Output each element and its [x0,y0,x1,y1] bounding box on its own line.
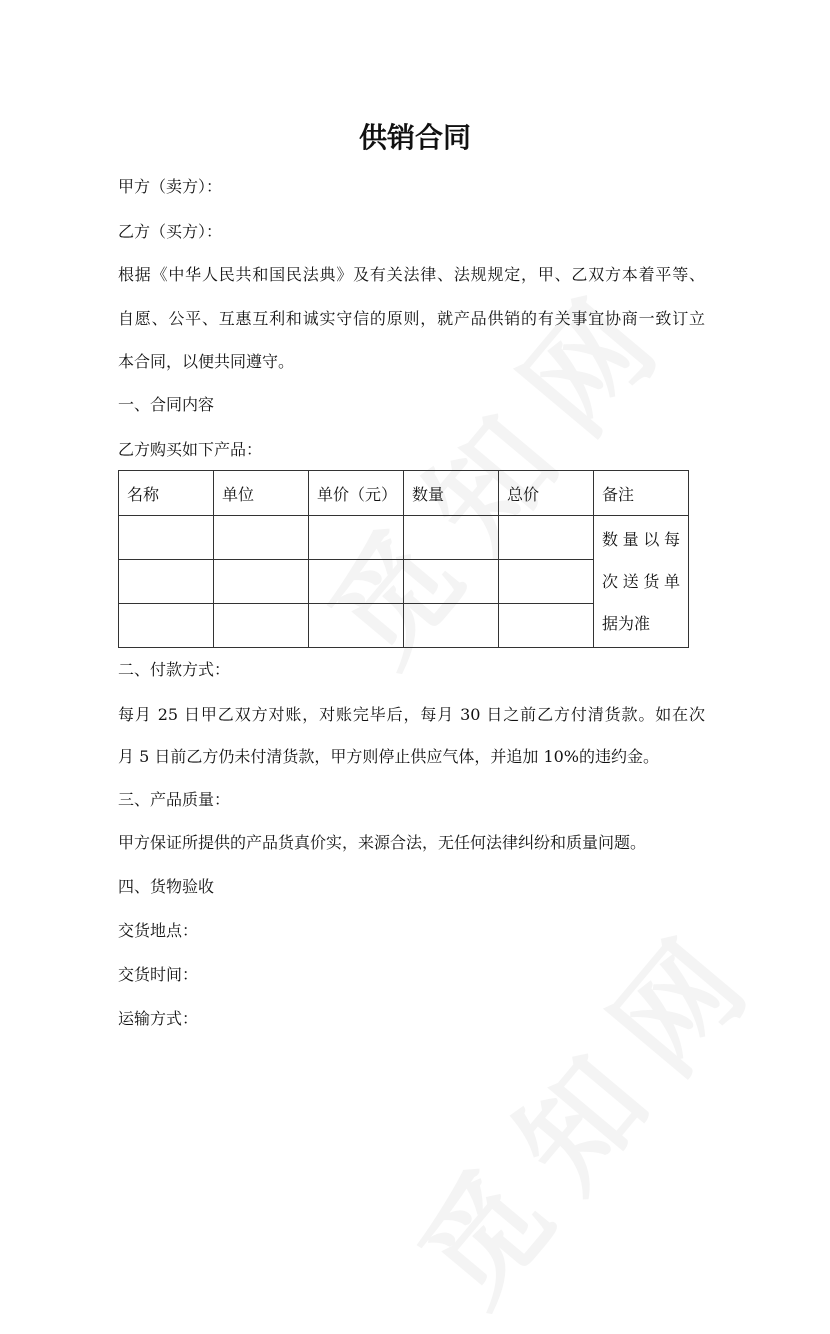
table-cell[interactable] [404,560,499,604]
header-cell: 单位 [214,471,309,516]
section-lead: 乙方购买如下产品： [118,440,263,459]
table-cell[interactable] [499,560,594,604]
table-row [119,516,689,560]
table-cell[interactable] [499,604,594,648]
delivery-location-label: 交货地点： [118,921,199,940]
table-cell[interactable] [214,604,309,648]
table-cell[interactable] [309,516,404,560]
quality-text: 甲方保证所提供的产品货真价实，来源合法，无任何法律纠纷和质量问题。 [118,833,647,852]
section-heading: 二、付款方式： [118,660,231,679]
table-cell[interactable] [404,516,499,560]
table-cell[interactable] [214,516,309,560]
watermark [374,878,795,1333]
payment-line: 月 5 日前乙方仍未付清货款，甲方则停止供应气体，并追加 10%的违约金。 [118,747,660,766]
party-a-label: 甲方（卖方）： [118,177,223,196]
note-line: 次送货单 [602,571,680,591]
transport-method-label: 运输方式： [118,1009,199,1028]
payment-line: 每月 25 日甲乙双方对账，对账完毕后，每月 30 日之前乙方付清货款。如在次 [118,705,705,724]
header-cell: 名称 [119,471,214,516]
table-cell[interactable] [499,516,594,560]
section-heading: 四、货物验收 [118,877,215,896]
header-cell: 单价（元） [309,471,404,516]
table-cell[interactable] [119,516,214,560]
product-table [118,470,689,648]
table-header-row [119,471,689,516]
note-line: 数量以每 [602,529,680,549]
intro-line: 自愿、公平、互惠互利和诚实守信的原则，就产品供销的有关事宜协商一致订立 [118,309,705,328]
note-cell [594,516,689,648]
intro-line: 根据《中华人民共和国民法典》及有关法律、法规规定，甲、乙双方本着平等、 [118,265,705,284]
note-line: 据为准 [602,613,651,633]
table-cell[interactable] [214,560,309,604]
table-cell[interactable] [404,604,499,648]
delivery-time-label: 交货时间： [118,965,199,984]
table-cell[interactable] [119,560,214,604]
table-cell[interactable] [309,604,404,648]
table-cell[interactable] [119,604,214,648]
header-cell: 总价 [499,471,594,516]
header-cell: 数量 [404,471,499,516]
section-heading: 三、产品质量： [118,790,231,809]
section-heading: 一、合同内容 [118,395,215,414]
intro-line: 本合同，以便共同遵守。 [118,352,295,371]
header-cell: 备注 [594,471,689,516]
table-cell[interactable] [309,560,404,604]
party-b-label: 乙方（买方）： [118,222,223,241]
document-title: 供销合同 [358,121,471,154]
